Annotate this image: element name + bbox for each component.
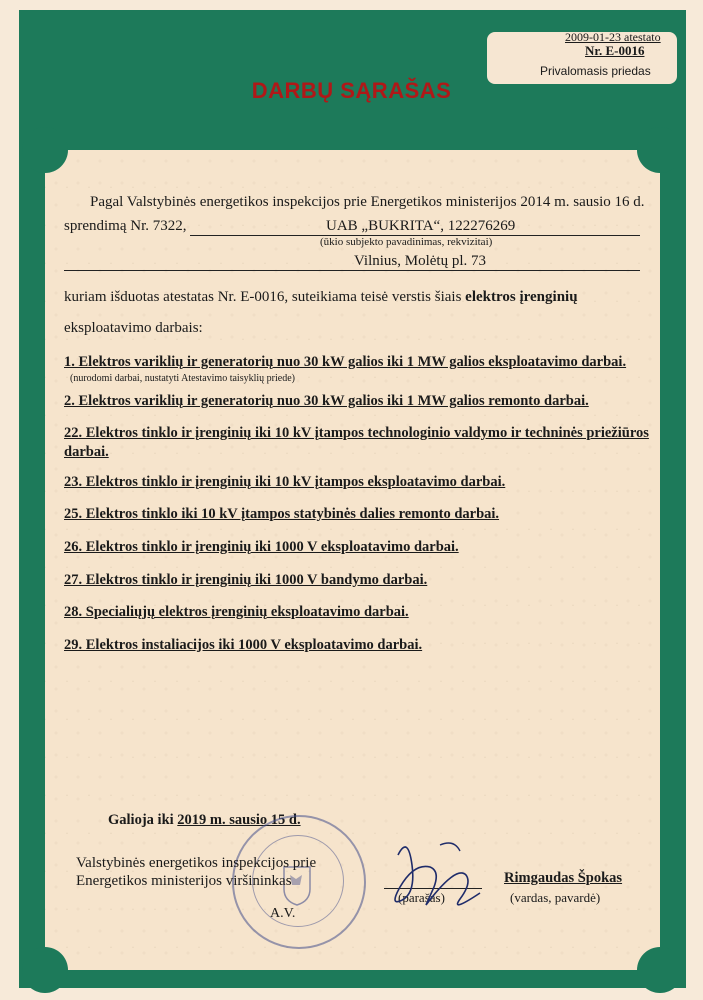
company-caption: (ūkio subjekto pavadinimas, rekvizitai) — [320, 236, 493, 248]
intro-line-1: Pagal Valstybinės energetikos inspekcijos prie Energetikos ministerijos 2014 m. sausio 16 d. — [90, 194, 645, 210]
decision-number: sprendimą Nr. 7322, — [64, 218, 187, 234]
valid-date: 2019 m. sausio 15 d. — [177, 812, 301, 828]
stamp-placeholder: A.V. — [270, 906, 296, 921]
official-title-2: Energetikos ministerijos viršininkas — [76, 873, 292, 889]
corner-notch — [22, 127, 68, 173]
work-item: 1. Elektros variklių ir generatorių nuo 30 kW galios iki 1 MW galios eksploatavimo darbai. — [64, 354, 627, 370]
company-address: Vilnius, Molėtų pl. 73 — [354, 253, 487, 269]
work-item: 26. Elektros tinklo ir įrenginių iki 1000 V eksploatavimo darbai. — [64, 539, 459, 555]
valid-label: Galioja iki — [108, 812, 174, 828]
official-name: Rimgaudas Špokas — [504, 870, 623, 886]
intro-line-3-bold: elektros įrenginių — [465, 289, 578, 305]
appendix-label: Privalomasis priedas — [540, 64, 651, 78]
item-note: (nurodomi darbai, nustatyti Atestavimo taisyklių priede) — [70, 373, 295, 384]
signature-caption: (parašas) — [398, 890, 445, 905]
work-item: 22. Elektros tinklo ir įrenginių iki 10 kV įtampos technologinio valdymo ir techninės priežiūros darbai. — [64, 425, 649, 460]
work-item: 2. Elektros variklių ir generatorių nuo 30 kW galios iki 1 MW galios remonto darbai. — [64, 393, 589, 409]
corner-notch — [637, 127, 683, 173]
official-title-1: Valstybinės energetikos inspekcijos prie — [76, 855, 317, 871]
corner-notch — [22, 947, 68, 993]
corner-notch — [637, 947, 683, 993]
handwritten-signature — [380, 835, 500, 925]
certificate-date: 2009-01-23 atestato — [565, 30, 661, 44]
page-title: DARBŲ SĄRAŠAS — [251, 78, 452, 103]
company-name: UAB „BUKRITA“, 122276269 — [326, 218, 516, 234]
work-item: 29. Elektros instaliacijos iki 1000 V eksploatavimo darbai. — [64, 637, 423, 653]
certificate-number: Nr. E-0016 — [585, 43, 645, 58]
work-item: 28. Specialiųjų elektros įrenginių eksploatavimo darbai. — [64, 604, 409, 620]
work-item: 25. Elektros tinklo iki 10 kV įtampos statybinės dalies remonto darbai. — [64, 506, 500, 522]
intro-line-3 — [64, 289, 578, 306]
intro-line-3-text: kuriam išduotas atestatas Nr. E-0016, suteikiama teisė verstis šiais — [64, 289, 462, 305]
name-caption: (vardas, pavardė) — [510, 890, 601, 905]
work-item: 23. Elektros tinklo ir įrenginių iki 10 kV įtampos eksploatavimo darbai. — [64, 474, 506, 490]
work-item: 27. Elektros tinklo ir įrenginių iki 1000 V bandymo darbai. — [64, 572, 428, 588]
intro-line-4: eksploatavimo darbais: — [64, 320, 203, 336]
address-underline — [64, 270, 640, 271]
